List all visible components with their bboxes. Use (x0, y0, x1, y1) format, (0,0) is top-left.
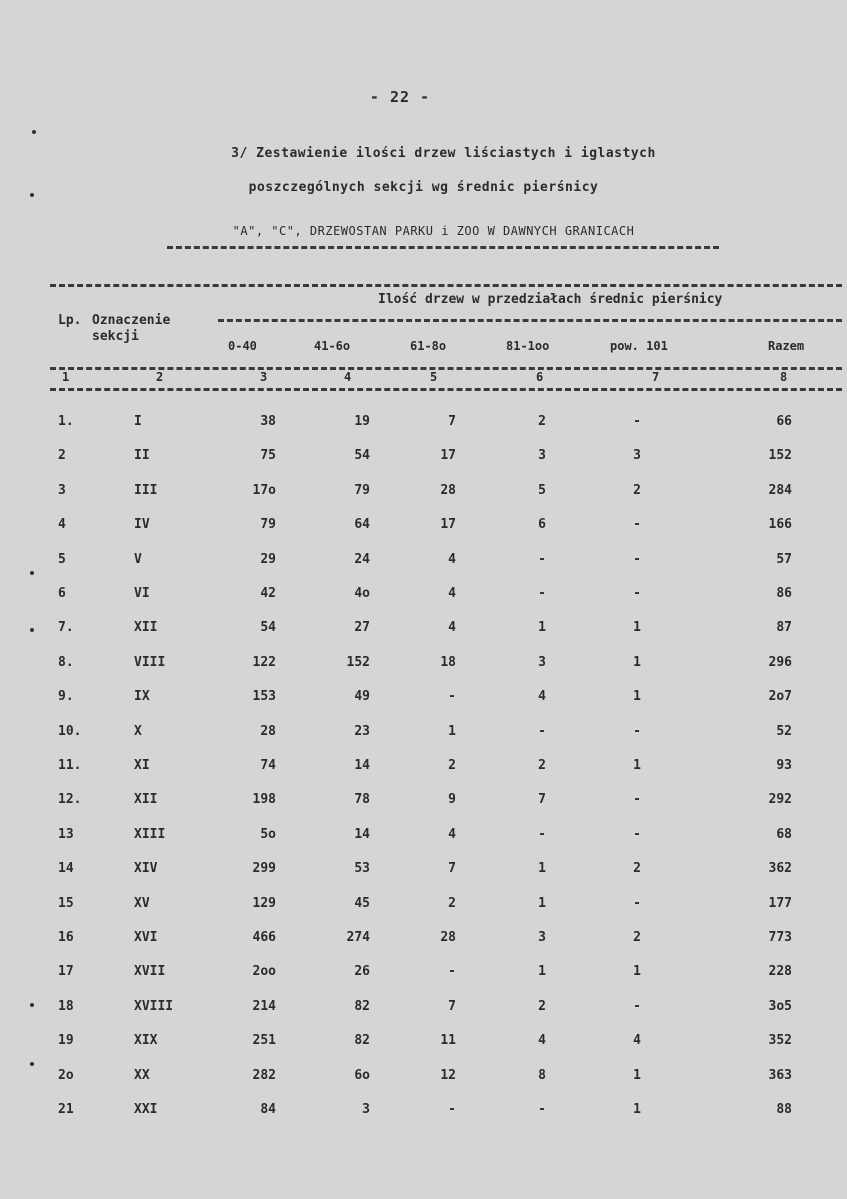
table-row (0, 620, 847, 640)
table-row (0, 448, 847, 468)
cell-total: 86 (776, 586, 792, 601)
col-number-8: 8 (780, 370, 788, 384)
cell-0-40: 79 (260, 517, 276, 533)
cell-41-60: 78 (354, 792, 370, 808)
cell-total: 3o5 (768, 998, 792, 1014)
cell-0-40: 38 (260, 414, 276, 429)
cell-41-60: 82 (354, 1033, 370, 1049)
cell-over-101: 1 (633, 964, 641, 980)
cell-41-60: 49 (354, 689, 370, 705)
cell-over-101: - (633, 414, 641, 429)
cell-0-40: 5o (260, 826, 276, 842)
cell-61-80: - (448, 689, 456, 705)
cell-41-60: 19 (354, 414, 370, 429)
table-row (0, 792, 847, 812)
header-lp: Lp. (58, 313, 82, 328)
cell-over-101: - (633, 792, 641, 808)
table-row (0, 1033, 847, 1053)
cell-81-100: 3 (538, 654, 546, 670)
cell-total: 57 (776, 551, 792, 567)
cell-41-60: 274 (346, 930, 370, 945)
cell-lp: 12. (58, 792, 82, 808)
cell-0-40: 282 (252, 1067, 276, 1083)
header-group-rule (218, 319, 842, 322)
cell-total: 177 (768, 895, 792, 911)
cell-61-80: 9 (448, 792, 456, 808)
document-subtitle: poszczególnych sekcji wg średnic pierśnicy (248, 180, 599, 195)
cell-section: XII (134, 792, 158, 808)
cell-61-80: 7 (448, 414, 456, 429)
cell-0-40: 122 (252, 654, 276, 670)
cell-61-80: 4 (448, 586, 456, 601)
cell-over-101: - (633, 723, 641, 739)
col-number-1: 1 (62, 370, 70, 384)
margin-mark (30, 1062, 34, 1066)
cell-over-101: 4 (633, 1033, 641, 1049)
cell-total: 773 (768, 930, 792, 945)
header-section: Oznaczenie (92, 313, 171, 328)
cell-total: 2o7 (768, 689, 792, 705)
cell-81-100: 2 (538, 758, 546, 773)
table-row (0, 552, 847, 572)
header-col-total: Razem (768, 339, 805, 353)
table-row (0, 517, 847, 537)
table-row (0, 964, 847, 984)
table-row (0, 827, 847, 847)
col-number-6: 6 (536, 370, 544, 384)
cell-lp: 19 (58, 1033, 74, 1049)
cell-section: IV (134, 517, 150, 533)
table-row (0, 758, 847, 778)
cell-61-80: 7 (448, 861, 456, 877)
cell-61-80: - (448, 1102, 456, 1117)
cell-section: VI (134, 586, 150, 601)
cell-section: XV (134, 895, 150, 911)
cell-total: 296 (768, 654, 792, 670)
cell-0-40: 251 (252, 1033, 276, 1049)
cell-61-80: 28 (440, 930, 456, 945)
cell-61-80: 7 (448, 998, 456, 1014)
cell-total: 93 (776, 758, 792, 773)
cell-41-60: 152 (346, 654, 370, 670)
cell-section: VIII (134, 654, 166, 670)
cell-section: XX (134, 1067, 150, 1083)
cell-81-100: 5 (538, 482, 546, 498)
table-row (0, 586, 847, 606)
cell-over-101: 2 (633, 930, 641, 945)
cell-total: 152 (768, 448, 792, 464)
cell-over-101: 1 (633, 620, 641, 636)
cell-41-60: 64 (354, 517, 370, 533)
cell-over-101: - (633, 551, 641, 567)
header-col-81-100: 81-1oo (506, 339, 550, 353)
cell-section: X (134, 723, 142, 739)
cell-lp: 7. (58, 620, 74, 636)
table-row (0, 999, 847, 1019)
table-row (0, 861, 847, 881)
page-number: - 22 - (369, 88, 431, 106)
cell-lp: 1. (58, 414, 74, 429)
cell-81-100: 3 (538, 448, 546, 464)
cell-0-40: 84 (260, 1102, 276, 1117)
cell-total: 68 (776, 826, 792, 842)
cell-section: XI (134, 758, 150, 773)
cell-81-100: - (538, 826, 546, 842)
cell-0-40: 198 (252, 792, 276, 808)
table-row (0, 930, 847, 950)
cell-over-101: - (633, 517, 641, 533)
table-row (0, 1102, 847, 1122)
document-title: 3/ Zestawienie ilości drzew liściastych i iglastych (231, 146, 656, 161)
cell-over-101: 1 (633, 689, 641, 705)
cell-41-60: 14 (354, 826, 370, 842)
cell-section: V (134, 551, 142, 567)
cell-0-40: 42 (260, 586, 276, 601)
cell-section: XIX (134, 1033, 158, 1049)
header-group: Ilość drzew w przedziałach średnic pierśnicy (378, 292, 723, 307)
cell-81-100: 8 (538, 1067, 546, 1083)
scope-underline (167, 246, 719, 249)
cell-61-80: 2 (448, 758, 456, 773)
margin-mark (32, 130, 36, 134)
cell-41-60: 23 (354, 723, 370, 739)
cell-0-40: 129 (252, 895, 276, 911)
cell-over-101: - (633, 998, 641, 1014)
cell-61-80: 4 (448, 826, 456, 842)
cell-81-100: 1 (538, 895, 546, 911)
cell-total: 352 (768, 1033, 792, 1049)
cell-0-40: 28 (260, 723, 276, 739)
header-section-2: sekcji (92, 329, 139, 344)
cell-lp: 10. (58, 723, 82, 739)
cell-81-100: - (538, 551, 546, 567)
cell-total: 166 (768, 517, 792, 533)
cell-81-100: 4 (538, 1033, 546, 1049)
cell-61-80: 18 (440, 654, 456, 670)
table-row (0, 724, 847, 744)
table-row (0, 896, 847, 916)
cell-81-100: 2 (538, 998, 546, 1014)
cell-81-100: 1 (538, 861, 546, 877)
header-col-over-101: pow. 101 (610, 339, 668, 353)
cell-61-80: 17 (440, 517, 456, 533)
table-row (0, 414, 847, 434)
table-row (0, 1068, 847, 1088)
header-rule-1 (50, 367, 842, 370)
cell-81-100: - (538, 1102, 546, 1117)
table-row (0, 689, 847, 709)
cell-section: II (134, 448, 150, 464)
cell-61-80: 11 (440, 1033, 456, 1049)
cell-81-100: 6 (538, 517, 546, 533)
cell-lp: 16 (58, 930, 74, 945)
cell-lp: 2 (58, 448, 66, 464)
cell-section: XIII (134, 826, 166, 842)
document-scope: "A", "C", DRZEWOSTAN PARKU i ZOO W DAWNYCH GRANICACH (232, 224, 635, 238)
cell-0-40: 17o (252, 482, 276, 498)
cell-41-60: 54 (354, 448, 370, 464)
cell-over-101: 3 (633, 448, 641, 464)
cell-section: XXI (134, 1102, 158, 1117)
col-number-7: 7 (652, 370, 660, 384)
cell-section: XVI (134, 930, 158, 945)
col-number-2: 2 (156, 370, 164, 384)
cell-81-100: 1 (538, 620, 546, 636)
cell-81-100: 2 (538, 414, 546, 429)
margin-mark (30, 193, 34, 197)
cell-41-60: 82 (354, 998, 370, 1014)
cell-41-60: 79 (354, 482, 370, 498)
margin-mark (30, 628, 34, 632)
cell-over-101: 1 (633, 758, 641, 773)
cell-over-101: 1 (633, 654, 641, 670)
cell-over-101: 2 (633, 482, 641, 498)
cell-total: 52 (776, 723, 792, 739)
cell-81-100: - (538, 723, 546, 739)
cell-section: XIV (134, 861, 158, 877)
table-row (0, 483, 847, 503)
cell-over-101: 1 (633, 1067, 641, 1083)
cell-0-40: 299 (252, 861, 276, 877)
cell-lp: 5 (58, 551, 66, 567)
col-number-5: 5 (430, 370, 438, 384)
cell-61-80: 4 (448, 551, 456, 567)
cell-81-100: 1 (538, 964, 546, 980)
cell-0-40: 74 (260, 758, 276, 773)
col-number-3: 3 (260, 370, 268, 384)
cell-61-80: 12 (440, 1067, 456, 1083)
cell-81-100: - (538, 586, 546, 601)
cell-41-60: 6o (354, 1067, 370, 1083)
cell-81-100: 4 (538, 689, 546, 705)
header-rule-2 (50, 388, 842, 391)
cell-0-40: 29 (260, 551, 276, 567)
cell-61-80: 17 (440, 448, 456, 464)
cell-41-60: 53 (354, 861, 370, 877)
cell-61-80: 4 (448, 620, 456, 636)
cell-0-40: 54 (260, 620, 276, 636)
cell-total: 363 (768, 1067, 792, 1083)
cell-41-60: 14 (354, 758, 370, 773)
cell-41-60: 27 (354, 620, 370, 636)
cell-lp: 6 (58, 586, 66, 601)
margin-mark (30, 1003, 34, 1007)
cell-total: 66 (776, 414, 792, 429)
cell-lp: 11. (58, 758, 82, 773)
cell-over-101: 2 (633, 861, 641, 877)
cell-41-60: 3 (362, 1102, 370, 1117)
cell-61-80: 28 (440, 482, 456, 498)
cell-0-40: 214 (252, 998, 276, 1014)
cell-lp: 15 (58, 895, 74, 911)
table-top-rule (50, 284, 842, 287)
cell-lp: 3 (58, 482, 66, 498)
cell-lp: 4 (58, 517, 66, 533)
cell-41-60: 24 (354, 551, 370, 567)
cell-section: III (134, 482, 158, 498)
cell-81-100: 3 (538, 930, 546, 945)
cell-over-101: - (633, 826, 641, 842)
cell-total: 284 (768, 482, 792, 498)
cell-section: XVII (134, 964, 166, 980)
cell-section: XII (134, 620, 158, 636)
cell-total: 292 (768, 792, 792, 808)
cell-lp: 2o (58, 1067, 74, 1083)
col-number-4: 4 (344, 370, 352, 384)
header-col-41-60: 41-6o (314, 339, 351, 353)
cell-over-101: - (633, 895, 641, 911)
cell-lp: 18 (58, 998, 74, 1014)
cell-0-40: 75 (260, 448, 276, 464)
cell-section: XVIII (134, 998, 174, 1014)
cell-lp: 21 (58, 1102, 74, 1117)
header-col-0-40: 0-40 (228, 339, 257, 353)
cell-over-101: - (633, 586, 641, 601)
cell-0-40: 466 (252, 930, 276, 945)
cell-total: 87 (776, 620, 792, 636)
cell-total: 88 (776, 1102, 792, 1117)
cell-81-100: 7 (538, 792, 546, 808)
cell-lp: 14 (58, 861, 74, 877)
cell-61-80: 2 (448, 895, 456, 911)
table-row (0, 655, 847, 675)
cell-section: I (134, 414, 142, 429)
margin-mark (30, 571, 34, 575)
cell-over-101: 1 (633, 1102, 641, 1117)
cell-41-60: 45 (354, 895, 370, 911)
cell-41-60: 26 (354, 964, 370, 980)
cell-lp: 8. (58, 654, 74, 670)
cell-61-80: - (448, 964, 456, 980)
cell-total: 362 (768, 861, 792, 877)
cell-lp: 17 (58, 964, 74, 980)
header-col-61-80: 61-8o (410, 339, 447, 353)
cell-section: IX (134, 689, 150, 705)
cell-total: 228 (768, 964, 792, 980)
cell-0-40: 153 (252, 689, 276, 705)
cell-lp: 13 (58, 826, 74, 842)
cell-0-40: 2oo (252, 964, 276, 980)
cell-61-80: 1 (448, 723, 456, 739)
cell-lp: 9. (58, 689, 74, 705)
cell-41-60: 4o (354, 586, 370, 601)
